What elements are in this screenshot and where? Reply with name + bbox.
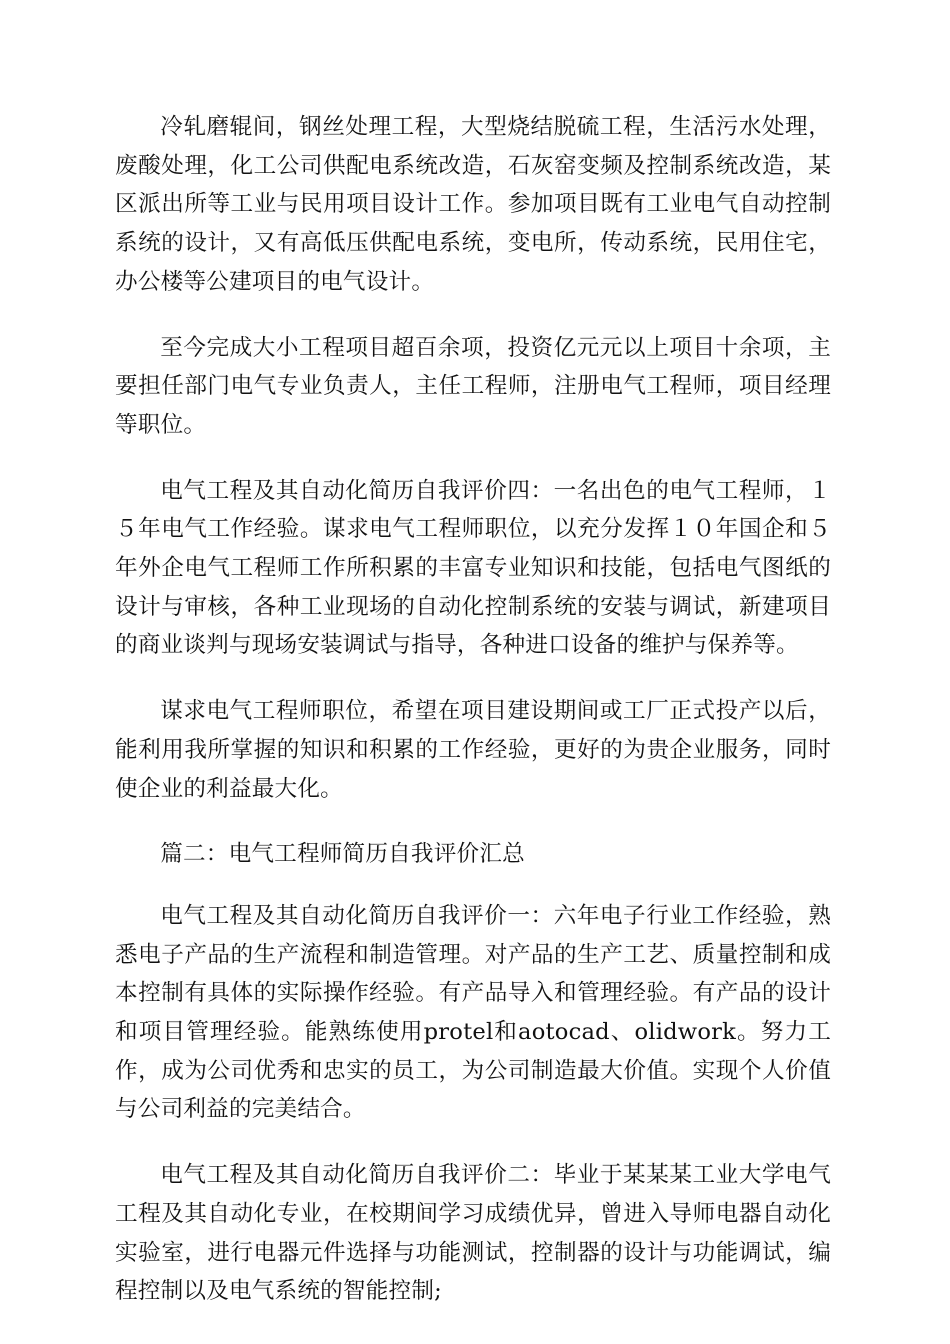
- paragraph-project-count: 至今完成大小工程项目超百余项，投资亿元元以上项目十余项，主要担任部门电气专业负责人，主任工程师，注册电气工程师，项目经理等职位。: [115, 334, 831, 438]
- paragraph-project-experience: 冷轧磨辊间，钢丝处理工程，大型烧结脱硫工程，生活污水处理，废酸处理，化工公司供配电系统改造，石灰窑变频及控制系统改造，某区派出所等工业与民用项目设计工作。参加项目既有工业电气自动控制系统的设计，又有高低压供配电系统，变电所，传动系统，民用住宅，办公楼等公建项目的电气设计。: [115, 114, 831, 295]
- document-page: [115, 108, 831, 1338]
- paragraph-self-evaluation-two: 电气工程及其自动化简历自我评价二：毕业于某某某工业大学电气工程及其自动化专业，在校期间学习成绩优异，曾进入导师电器自动化实验室，进行电器元件选择与功能测试，控制器的设计与功能调试，编程控制以及电气系统的智能控制;: [115, 1162, 831, 1305]
- paragraph-job-objective: 谋求电气工程师职位，希望在项目建设期间或工厂正式投产以后，能利用我所掌握的知识和积累的工作经验，更好的为贵企业服务，同时使企业的利益最大化。: [115, 698, 831, 802]
- section-heading: 篇二：电气工程师简历自我评价汇总: [160, 841, 525, 868]
- paragraph-self-evaluation-four: 电气工程及其自动化简历自我评价四：一名出色的电气工程师，１５年电气工作经验。谋求电气工程师职位，以充分发挥１０年国企和５年外企电气工程师工作所积累的丰富专业知识和技能，包括电气图纸的设计与审核，各种工业现场的自动化控制系统的安装与调试，新建项目的商业谈判与现场安装调试与指导，各种进口设备的维护与保养等。: [115, 477, 831, 659]
- paragraph-self-evaluation-one: 电气工程及其自动化简历自我评价一：六年电子行业工作经验，熟悉电子产品的生产流程和制造管理。对产品的生产工艺、质量控制和成本控制有具体的实际操作经验。有产品导入和管理经验。有产品的设计和项目管理经验。能熟练使用protel和aotocad、olidwork。努力工作，成为公司优秀和忠实的员工，为公司制造最大价值。实现个人价值与公司利益的完美结合。: [115, 902, 831, 1123]
